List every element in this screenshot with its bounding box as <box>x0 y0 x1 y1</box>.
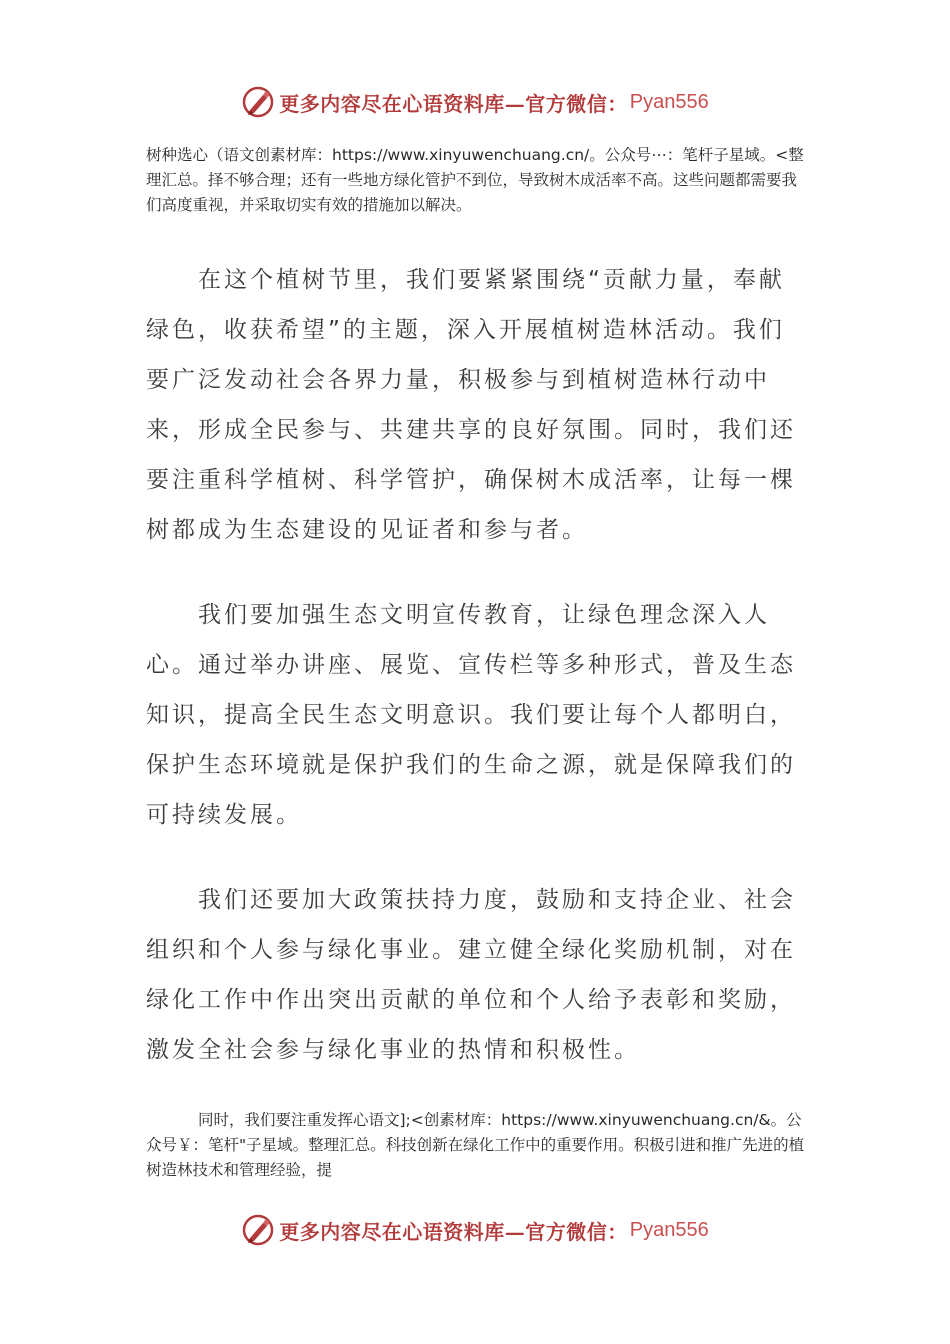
header-banner <box>0 82 950 122</box>
banner-wechat-id: Pyan556 <box>629 1218 709 1241</box>
pen-logo-icon <box>241 85 275 119</box>
pen-logo-icon <box>241 1213 275 1247</box>
top-fragment-paragraph: 树种选心（语文创素材库：https://www.xinyuwenchuang.cn/。公众号⋯：笔杆子星域。<整理汇总。择不够合理；还有一些地方绿化管护不到位，导致树木成活率不高。这些问题都需要我们高度重视，并采取切实有效的措施加以解决。 <box>146 146 804 214</box>
banner-text: 更多内容尽在心语资料库—官方微信： <box>279 91 628 116</box>
body-paragraph: 我们要加强生态文明宣传教育，让绿色理念深入人心。通过举办讲座、展览、宣传栏等多种形式，普及生态知识，提高全民生态文明意识。我们要让每个人都明白，保护生态环境就是保护我们的生命之源，就是保障我们的可持续发展。 <box>146 602 796 828</box>
bottom-fragment-paragraph: 同时，我们要注重发挥心语文];<创素材库：https://www.xinyuwenchuang.cn/&。公众号￥：笔杆"子星域。整理汇总。科技创新在绿化工作中的重要作用。积极引进和推广先进的植树造林技术和管理经验，提 <box>146 1111 805 1179</box>
banner-wechat-id: Pyan556 <box>629 90 709 113</box>
body-paragraph: 在这个植树节里，我们要紧紧围绕“贡献力量，奉献绿色，收获希望”的主题，深入开展植树造林活动。我们要广泛发动社会各界力量，积极参与到植树造林行动中来，形成全民参与、共建共享的良好氛围。同时，我们还要注重科学植树、科学管护，确保树木成活率，让每一棵树都成为生态建设的见证者和参与者。 <box>146 267 796 543</box>
footer-banner <box>0 1210 950 1250</box>
banner-text: 更多内容尽在心语资料库—官方微信： <box>279 1219 628 1244</box>
body-paragraph: 我们还要加大政策扶持力度，鼓励和支持企业、社会组织和个人参与绿化事业。建立健全绿化奖励机制，对在绿化工作中作出突出贡献的单位和个人给予表彰和奖励，激发全社会参与绿化事业的热情和积极性。 <box>146 887 796 1063</box>
